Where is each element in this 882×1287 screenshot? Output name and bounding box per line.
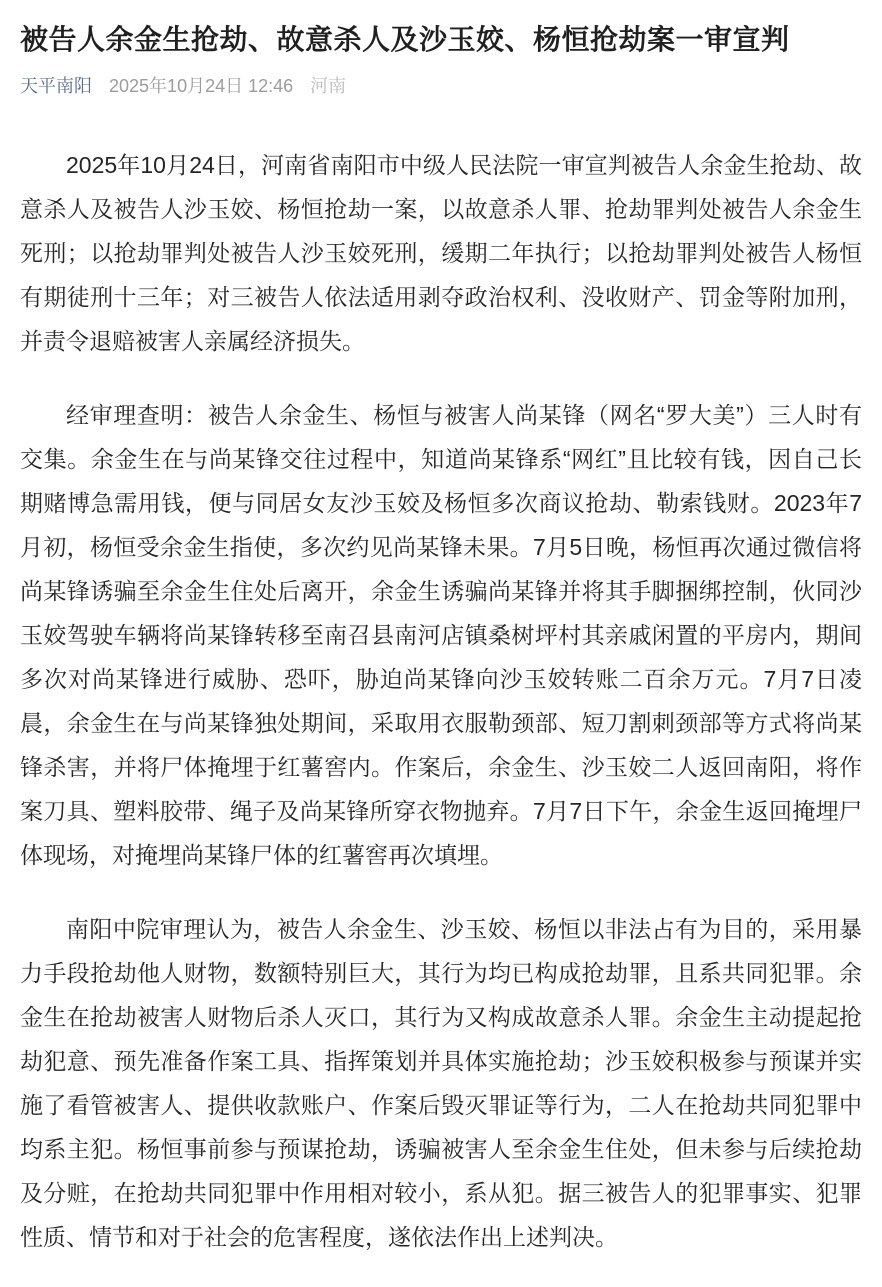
article-paragraph: 2025年10月24日，河南省南阳市中级人民法院一审宣判被告人余金生抢劫、故意杀人及被告人沙玉姣、杨恒抢劫一案，以故意杀人罪、抢劫罪判处被告人余金生死刑；以抢劫罪判处被告人沙玉姣死刑，缓期二年执行；以抢劫罪判处被告人杨恒有期徒刑十三年；对三被告人依法适用剥夺政治权利、没收财产、罚金等附加刑，并责令退赔被害人亲属经济损失。	[20, 152, 862, 355]
article-meta	[20, 74, 862, 99]
article-paragraph: 南阳中院审理认为，被告人余金生、沙玉姣、杨恒以非法占有为目的，采用暴力手段抢劫他人财物，数额特别巨大，其行为均已构成抢劫罪，且系共同犯罪。余金生在抢劫被害人财物后杀人灭口，其行为又构成故意杀人罪。余金生主动提起抢劫犯意、预先准备作案工具、指挥策划并具体实施抢劫；沙玉姣积极参与预谋并实施了看管被害人、提供收款账户、作案后毁灭罪证等行为，二人在抢劫共同犯罪中均系主犯。杨恒事前参与预谋抢劫，诱骗被害人至余金生住处，但未参与后续抢劫及分赃，在抢劫共同犯罪中作用相对较小，系从犯。据三被告人的犯罪事实、犯罪性质、情节和对于社会的危害程度，遂依法作出上述判决。	[20, 916, 862, 1251]
article-paragraph: 经审理查明：被告人余金生、杨恒与被害人尚某锋（网名“罗大美”）三人时有交集。余金生在与尚某锋交往过程中，知道尚某锋系“网红”且比较有钱，因自己长期赌博急需用钱，便与同居女友沙玉姣及杨恒多次商议抢劫、勒索钱财。2023年7月初，杨恒受余金生指使，多次约见尚某锋未果。7月5日晚，杨恒再次通过微信将尚某锋诱骗至余金生住处后离开，余金生诱骗尚某锋并将其手脚捆绑控制，伙同沙玉姣驾驶车辆将尚某锋转移至南召县南河店镇桑树坪村其亲戚闲置的平房内，期间多次对尚某锋进行威胁、恐吓，胁迫尚某锋向沙玉姣转账二百余万元。7月7日凌晨，余金生在与尚某锋独处期间，采取用衣服勒颈部、短刀割刺颈部等方式将尚某锋杀害，并将尸体掩埋于红薯窖内。作案后，余金生、沙玉姣二人返回南阳，将作案刀具、塑料胶带、绳子及尚某锋所穿衣物抛弃。7月7日下午，余金生返回掩埋尸体现场，对掩埋尚某锋尸体的红薯窖再次填埋。	[20, 402, 862, 869]
publish-location: 河南	[310, 76, 347, 97]
article-title: 被告人余金生抢劫、故意杀人及沙玉姣、杨恒抢劫案一审宣判	[20, 24, 790, 55]
source-account-link[interactable]: 天平南阳	[20, 76, 92, 97]
publish-date: 2025年10月24日 12:46	[109, 76, 294, 97]
article-body	[20, 143, 862, 1259]
